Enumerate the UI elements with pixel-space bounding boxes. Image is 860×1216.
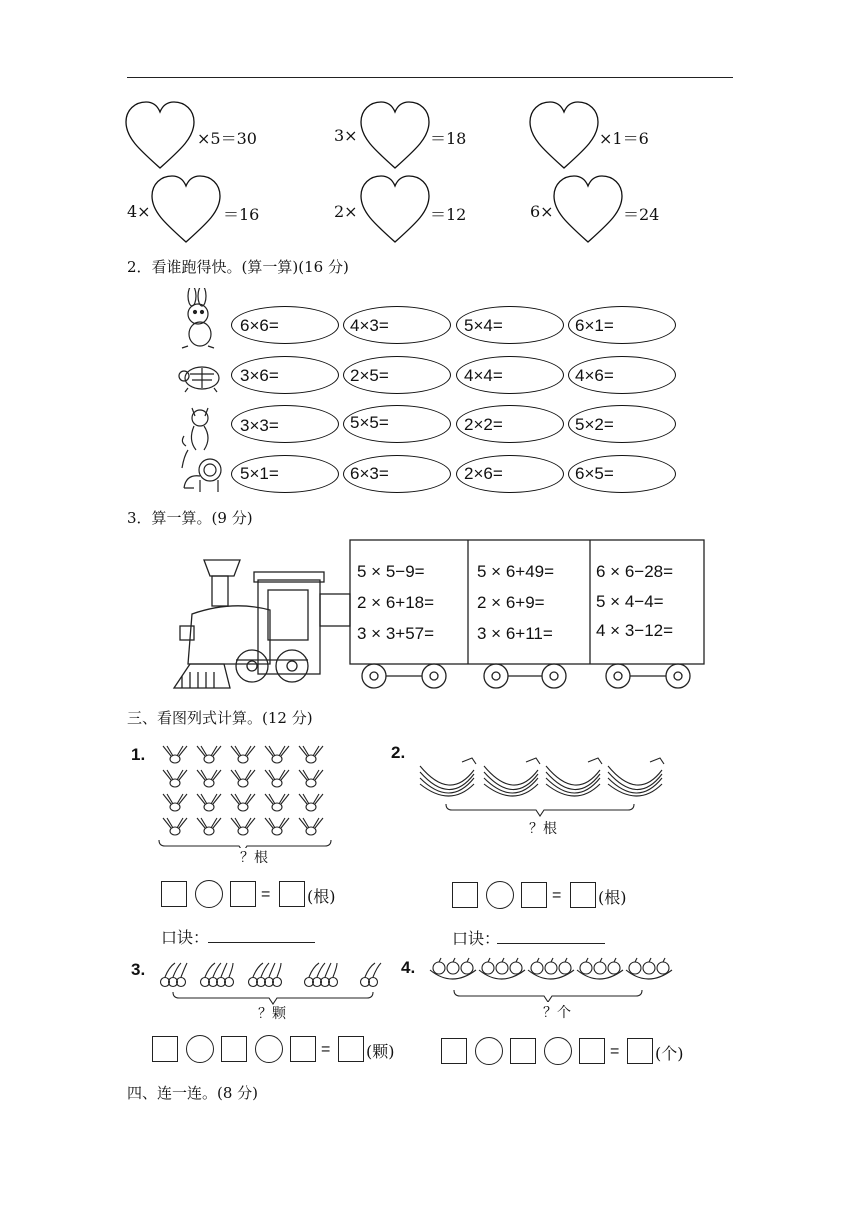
train-expr: 2 × 6+9= [477, 593, 545, 612]
brace-label: ？根 [240, 850, 268, 866]
cherry-bunch-icon [161, 963, 188, 987]
train-expr: 5 × 5−9= [357, 562, 425, 581]
part-3-title: 三、看图列式计算。(12 分) [127, 709, 313, 727]
race-expr: 5×2= [575, 415, 614, 434]
race-expr: 2×2= [464, 415, 503, 434]
train-expr: 5 × 4−4= [596, 592, 664, 611]
heart-eq-after: ×1＝6 [599, 129, 649, 148]
cherry-bunch-icon [361, 963, 382, 987]
apple-plate-icon [479, 958, 525, 979]
heart-eq-after: ＝16 [223, 205, 260, 224]
answer-box[interactable] [452, 882, 478, 908]
apple-plate-icon [430, 958, 476, 979]
heart-blank [361, 102, 429, 168]
race-expr: 2×5= [350, 366, 389, 385]
answer-box[interactable] [521, 882, 547, 908]
operator-circle[interactable] [475, 1037, 503, 1065]
lion-icon [182, 450, 221, 492]
part-4-title: 四、连一连。(8 分) [127, 1084, 259, 1102]
stick-bundle-icon [231, 818, 255, 835]
banana-bunch-icon [608, 758, 664, 796]
race-expr: 5×1= [240, 464, 279, 483]
equals-sign: = [552, 887, 562, 904]
koujue-blank[interactable] [497, 943, 605, 944]
answer-box[interactable] [279, 881, 305, 907]
brace-label: ？根 [529, 821, 557, 837]
unit-label: (颗) [366, 1042, 395, 1061]
apple-plate-icon [626, 958, 672, 979]
problem-number: 2. [391, 743, 406, 762]
train-expr: 3 × 6+11= [477, 624, 553, 643]
stick-bundle-icon [299, 818, 323, 835]
heart-eq-before: 3× [334, 126, 358, 145]
train-expr: 3 × 3+57= [357, 624, 435, 643]
train-expr: 6 × 6−28= [596, 562, 674, 581]
koujue-blank[interactable] [208, 942, 315, 943]
koujue-label: 口诀： [161, 928, 210, 947]
answer-box[interactable] [338, 1036, 364, 1062]
race-expr: 6×3= [350, 464, 389, 483]
race-expr: 3×3= [240, 416, 279, 435]
heart-blank [126, 102, 194, 168]
operator-circle[interactable] [195, 880, 223, 908]
race-expr: 4×4= [464, 366, 503, 385]
brace-label: ？个 [543, 1005, 571, 1021]
train-expr: 5 × 6+49= [477, 562, 555, 581]
operator-circle[interactable] [255, 1035, 283, 1063]
heart-eq-before: 6× [530, 202, 554, 221]
operator-circle[interactable] [186, 1035, 214, 1063]
equals-sign: = [610, 1043, 620, 1060]
apples-picture [428, 954, 678, 1002]
answer-box[interactable] [230, 881, 256, 907]
banana-bunch-icon [484, 758, 540, 796]
stick-bundle-icon [197, 770, 221, 787]
race-expr: 6×1= [575, 316, 614, 335]
race-expr: 3×6= [240, 366, 279, 385]
operator-circle[interactable] [486, 881, 514, 909]
stick-bundle-icon [231, 794, 255, 811]
heart-eq-after: ＝24 [623, 205, 660, 224]
banana-bunch-icon [546, 758, 602, 796]
heart-eq-after: ＝12 [430, 205, 467, 224]
heart-blank [152, 176, 220, 242]
equals-sign: = [321, 1041, 331, 1058]
problem-number: 4. [401, 958, 416, 977]
heart-eq-after: ×5＝30 [197, 129, 257, 148]
stick-bundle-icon [163, 794, 187, 811]
unit-label: (个) [655, 1044, 684, 1063]
stick-bundle-icon [299, 770, 323, 787]
stick-bundle-icon [265, 746, 289, 763]
apple-plate-icon [528, 958, 574, 979]
train-illustration [166, 536, 706, 692]
answer-box[interactable] [161, 881, 187, 907]
race-expr: 4×6= [575, 366, 614, 385]
bananas-picture [416, 756, 680, 818]
stick-bundle-icon [163, 818, 187, 835]
answer-box[interactable] [510, 1038, 536, 1064]
cherry-bunch-icon [201, 963, 234, 987]
section-3-title: 3．算一算。(9 分) [127, 509, 253, 527]
stick-bundle-icon [231, 746, 255, 763]
stick-bundle-icon [265, 818, 289, 835]
race-expr: 5×4= [464, 316, 503, 335]
animals [178, 288, 228, 494]
turtle-icon [179, 367, 219, 392]
train-expr: 2 × 6+18= [357, 593, 435, 612]
banana-bunch-icon [420, 758, 476, 796]
heart-eq-before: 4× [127, 202, 151, 221]
locomotive-icon [174, 560, 350, 688]
apple-plate-icon [577, 958, 623, 979]
stick-bundle-icon [197, 746, 221, 763]
cherries-picture [155, 958, 385, 1006]
heart-eq-after: ＝18 [430, 129, 467, 148]
stick-bundle-icon [197, 794, 221, 811]
brace-label: ？颗 [258, 1006, 286, 1022]
answer-box[interactable] [152, 1036, 178, 1062]
stick-bundle-icon [163, 770, 187, 787]
heart-eq-before: 2× [334, 202, 358, 221]
cherry-bunch-icon [305, 963, 338, 987]
unit-label: (根) [598, 888, 627, 907]
cat-icon [182, 408, 208, 450]
stick-bundle-icon [265, 794, 289, 811]
stick-bundle-icon [163, 746, 187, 763]
answer-box[interactable] [290, 1036, 316, 1062]
stick-bundle-icon [197, 818, 221, 835]
operator-circle[interactable] [544, 1037, 572, 1065]
equals-sign: = [261, 886, 271, 903]
stick-bundle-icon [299, 794, 323, 811]
race-expr: 6×6= [240, 316, 279, 335]
unit-label: (根) [307, 887, 336, 906]
stick-bundle-icon [299, 746, 323, 763]
race-expr: 6×5= [575, 464, 614, 483]
answer-box[interactable] [627, 1038, 653, 1064]
heart-blank [530, 102, 598, 168]
answer-box[interactable] [441, 1038, 467, 1064]
sticks-picture [155, 740, 345, 848]
cherry-bunch-icon [249, 963, 282, 987]
answer-box[interactable] [579, 1038, 605, 1064]
race-expr: 4×3= [350, 316, 389, 335]
race-expr: 2×6= [464, 464, 503, 483]
train-expr: 4 × 3−12= [596, 621, 674, 640]
rabbit-icon [182, 288, 214, 348]
section-2-title: 2．看谁跑得快。(算一算)(16 分) [127, 258, 349, 276]
heart-blank [554, 176, 622, 242]
race-expr: 5×5= [350, 413, 389, 432]
problem-number: 3. [131, 960, 146, 979]
koujue-label: 口诀： [452, 929, 501, 948]
stick-bundle-icon [265, 770, 289, 787]
heart-blank [361, 176, 429, 242]
answer-box[interactable] [570, 882, 596, 908]
problem-number: 1. [131, 745, 146, 764]
answer-box[interactable] [221, 1036, 247, 1062]
stick-bundle-icon [231, 770, 255, 787]
